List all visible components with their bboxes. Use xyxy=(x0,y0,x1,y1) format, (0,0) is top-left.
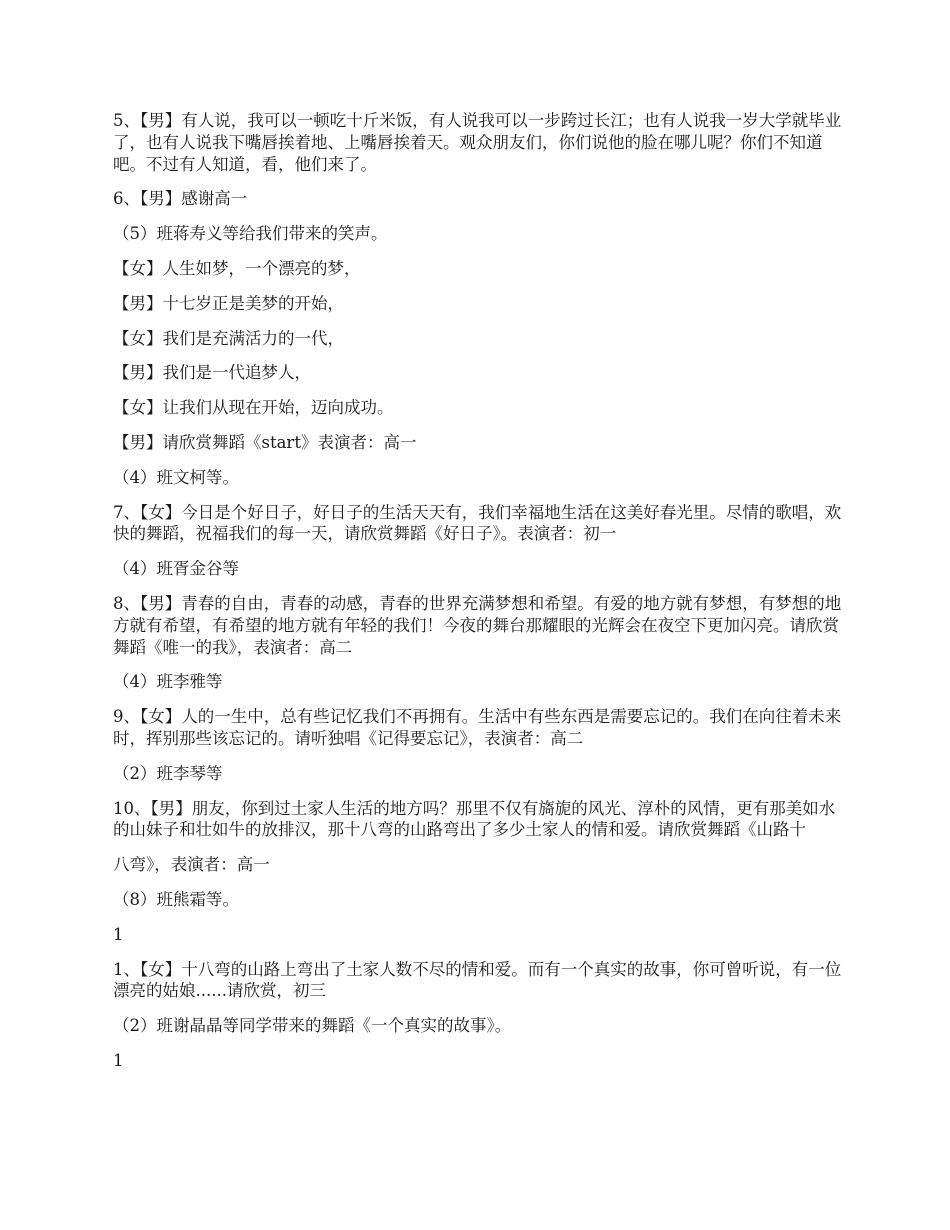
performer-class-line: （2）班李琴等 xyxy=(113,763,223,783)
paragraph-6-class: （5）班蒋寿义等给我们带来的笑声。 xyxy=(113,224,388,244)
paragraph-6-thanks: 6、【男】感谢高一 xyxy=(113,189,248,209)
paragraph-7: 7、【女】今日是个好日子，好日子的生活天天有，我们幸福地生活在这美好春光里。尽情的歌唱，欢快的舞蹈，祝福我们的每一天，请欣赏舞蹈《好日子》。表演者：初一 xyxy=(113,502,842,544)
dialogue-line: 【男】请欣赏舞蹈《start》表演者：高一 xyxy=(113,432,417,452)
dialogue-line: 【男】我们是一代追梦人， xyxy=(113,363,311,383)
page-number: 1 xyxy=(113,1050,124,1070)
paragraph-1-story: 1、【女】十八弯的山路上弯出了土家人数不尽的情和爱。而有一个真实的故事，你可曾听说，有一位漂亮的姑娘......请欣赏，初三 xyxy=(113,959,842,1001)
performer-class-line: （2）班谢晶晶等同学带来的舞蹈《一个真实的故事》。 xyxy=(113,1016,512,1036)
paragraph-10: 10、【男】朋友，你到过土家人生活的地方吗？那里不仅有旖旎的风光、淳朴的风情，更有那美如水的山妹子和壮如牛的放排汉，那十八弯的山路弯出了多少土家人的情和爱。请欣赏舞蹈《山路十 xyxy=(113,798,836,840)
dialogue-line: 【女】我们是充满活力的一代， xyxy=(113,328,344,348)
paragraph-5-intro: 5、【男】有人说，我可以一顿吃十斤米饭，有人说我可以一步跨过长江；也有人说我一岁大学就毕业了，也有人说我下嘴唇挨着地、上嘴唇挨着天。观众朋友们，你们说他的脸在哪儿呢？你们不知道吧。不过有人知道，看，他们来了。 xyxy=(113,111,842,174)
performer-class-line: （8）班熊霜等。 xyxy=(113,889,239,909)
paragraph-9: 9、【女】人的一生中，总有些记忆我们不再拥有。生活中有些东西是需要忘记的。我们在向往着未来时，挥别那些该忘记的。请听独唱《记得要忘记》，表演者：高二 xyxy=(113,707,842,748)
dialogue-line: 【女】让我们从现在开始，迈向成功。 xyxy=(113,398,394,418)
paragraph-8: 8、【男】青春的自由，青春的动感，青春的世界充满梦想和希望。有爱的地方就有梦想，有梦想的地方就有希望，有希望的地方就有年轻的我们！今夜的舞台那耀眼的光辉会在夜空下更加闪亮。请欣赏舞蹈《唯一的我》，表演者：高二 xyxy=(113,593,842,657)
performer-class-line: （4）班李雅等 xyxy=(113,672,223,692)
performer-class-line: （4）班胥金谷等 xyxy=(113,559,239,579)
page-number: 1 xyxy=(113,924,124,944)
dialogue-line: 【男】十七岁正是美梦的开始， xyxy=(113,293,344,313)
dialogue-line: 【女】人生如梦，一个漂亮的梦， xyxy=(113,258,361,278)
paragraph-10-continued: 八弯》，表演者：高一 xyxy=(113,855,270,875)
document-body xyxy=(113,110,843,1085)
performer-class-line: （4）班文柯等。 xyxy=(113,467,239,487)
